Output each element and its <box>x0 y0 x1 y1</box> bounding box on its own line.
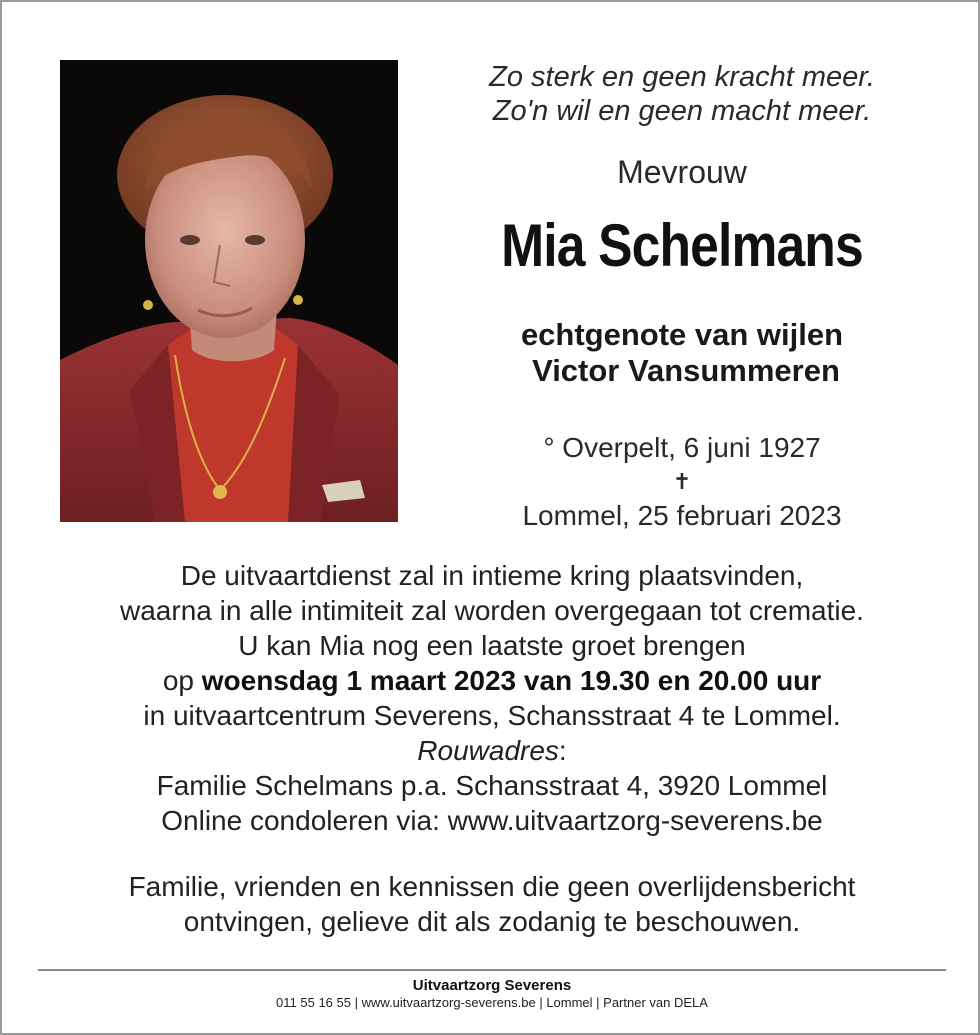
funeral-details <box>32 558 952 939</box>
death-text: Lommel, 25 februari 2023 <box>522 500 842 531</box>
rouwadres-line <box>32 733 952 768</box>
visit-datetime: woensdag 1 maart 2023 van 19.30 en 20.00 uur <box>201 665 822 696</box>
body-line-4 <box>32 663 952 698</box>
verse <box>422 60 942 128</box>
deceased-name: Mia Schelmans <box>501 212 863 279</box>
honorific: Mevrouw <box>617 154 747 190</box>
verse-line-1: Zo sterk en geen kracht meer. <box>489 61 875 93</box>
body-line-3: U kan Mia nog een laatste groet brengen <box>238 630 746 661</box>
online-condolence-line: Online condoleren via: www.uitvaartzorg-severens.be <box>161 805 823 836</box>
birth-line: ° Overpelt, 6 juni 1927 <box>543 432 821 463</box>
footer-info: 011 55 16 55 | www.uitvaartzorg-severens.be | Lommel | Partner van DELA <box>276 995 708 1010</box>
body-line-5: in uitvaartcentrum Severens, Schansstraat 4 te Lommel. <box>143 700 841 731</box>
footer-divider <box>38 969 946 971</box>
visit-prefix: op <box>162 665 202 696</box>
life-dates <box>422 431 942 533</box>
portrait-photo <box>60 60 398 522</box>
spouse-block <box>422 317 942 389</box>
body-line-2: waarna in alle intimiteit zal worden overgegaan tot crematie. <box>120 595 864 626</box>
cross-icon: ✝ <box>672 469 692 494</box>
verse-line-2: Zo'n wil en geen macht meer. <box>492 95 872 127</box>
closing-line-1: Familie, vrienden en kennissen die geen overlijdensbericht <box>128 871 856 902</box>
closing-line-2: ontvingen, gelieve dit als zodanig te beschouwen. <box>183 906 801 937</box>
spacer <box>32 838 952 869</box>
heading-column <box>422 60 942 533</box>
rouwadres-colon: : <box>558 735 567 766</box>
spouse-relation: echtgenote van wijlen <box>520 317 844 352</box>
portrait-illustration <box>60 60 398 522</box>
rouwadres-label: Rouwadres <box>417 735 559 766</box>
body-line-1: De uitvaartdienst zal in intieme kring plaatsvinden, <box>180 560 804 591</box>
spouse-name: Victor Vansummeren <box>532 353 840 388</box>
death-line <box>422 465 942 533</box>
address-line: Familie Schelmans p.a. Schansstraat 4, 3920 Lommel <box>156 770 828 801</box>
footer-title: Uitvaartzorg Severens <box>412 977 572 994</box>
